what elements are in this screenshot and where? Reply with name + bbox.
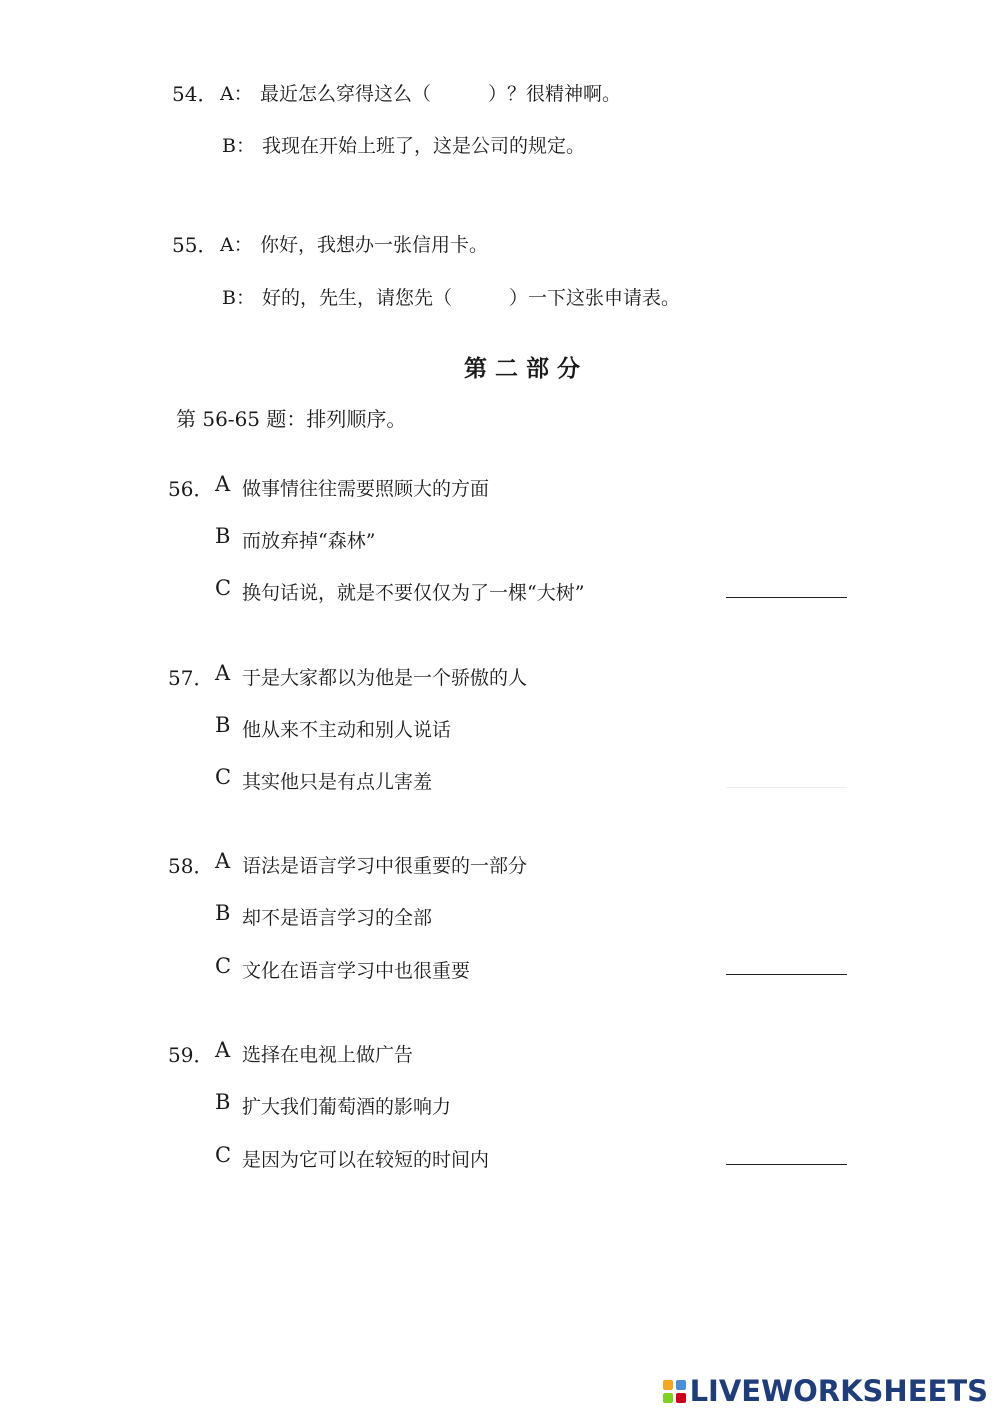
question-57-option-a-text: 于是大家都以为他是一个骄傲的人 bbox=[242, 667, 528, 689]
logo-square-1 bbox=[663, 1380, 673, 1390]
logo-square-3 bbox=[663, 1393, 673, 1403]
question-59-option-c-text: 是因为它可以在较短的时间内 bbox=[242, 1149, 490, 1171]
logo-square-4 bbox=[676, 1393, 686, 1403]
question-58-option-b-text: 却不是语言学习的全部 bbox=[242, 907, 433, 929]
question-55-b-text: 好的，先生，请您先（ ）一下这张申请表。 bbox=[262, 287, 681, 309]
question-55-b-label: B： bbox=[222, 287, 255, 309]
question-59-option-c-letter: C bbox=[215, 1143, 232, 1167]
question-58-option-c-text: 文化在语言学习中也很重要 bbox=[242, 960, 471, 982]
logo-square-2 bbox=[676, 1380, 686, 1390]
question-56-option-c-text: 换句话说，就是不要仅仅为了一棵“大树” bbox=[242, 582, 585, 604]
question-58-option-c-letter: C bbox=[215, 954, 232, 978]
section-instruction: 第 56-65 题：排列顺序。 bbox=[176, 407, 407, 431]
question-59-number: 59． bbox=[168, 1043, 214, 1067]
question-58-number: 58． bbox=[168, 854, 214, 878]
question-57-option-c-letter: C bbox=[215, 765, 232, 789]
question-59-option-b-text: 扩大我们葡萄酒的影响力 bbox=[242, 1096, 452, 1118]
question-57-option-b-text: 他从来不主动和别人说话 bbox=[242, 719, 452, 741]
question-57-number: 57． bbox=[168, 666, 214, 690]
question-57-option-b-letter: B bbox=[215, 713, 231, 737]
liveworksheets-logo bbox=[663, 1374, 988, 1408]
question-56-answer-blank[interactable] bbox=[726, 597, 847, 598]
question-55-a-text: 你好，我想办一张信用卡。 bbox=[260, 234, 489, 256]
question-58-option-b-letter: B bbox=[215, 901, 231, 925]
question-55-number: 55． bbox=[172, 233, 218, 257]
question-54-b-text: 我现在开始上班了，这是公司的规定。 bbox=[262, 135, 586, 157]
question-56-option-c-letter: C bbox=[215, 576, 232, 600]
question-58-answer-blank[interactable] bbox=[726, 974, 847, 975]
question-56-option-b-letter: B bbox=[215, 524, 231, 548]
question-59-answer-blank[interactable] bbox=[726, 1164, 847, 1165]
section-title: 第二部分 bbox=[464, 355, 588, 382]
question-54-a-text: 最近怎么穿得这么（ ）？很精神啊。 bbox=[260, 83, 622, 105]
question-57-option-a-letter: A bbox=[215, 661, 231, 685]
question-56-number: 56． bbox=[168, 477, 214, 501]
logo-text: LIVEWORKSHEETS bbox=[689, 1374, 988, 1408]
question-59-option-a-letter: A bbox=[215, 1038, 231, 1062]
question-54-b-label: B： bbox=[222, 135, 255, 157]
question-59-option-a-text: 选择在电视上做广告 bbox=[242, 1044, 414, 1066]
logo-squares-icon bbox=[663, 1380, 686, 1403]
question-58-option-a-letter: A bbox=[215, 849, 231, 873]
question-54-number: 54． bbox=[172, 82, 218, 106]
question-59-option-b-letter: B bbox=[215, 1090, 231, 1114]
question-54-a-label: A： bbox=[220, 83, 253, 105]
question-55-a-label: A： bbox=[220, 234, 253, 256]
question-56-option-b-text: 而放弃掉“森林” bbox=[242, 530, 376, 552]
question-57-option-c-text: 其实他只是有点儿害羞 bbox=[242, 771, 433, 793]
question-56-option-a-letter: A bbox=[215, 472, 231, 496]
question-58-option-a-text: 语法是语言学习中很重要的一部分 bbox=[242, 855, 528, 877]
question-57-answer-blank[interactable] bbox=[726, 787, 847, 788]
question-56-option-a-text: 做事情往往需要照顾大的方面 bbox=[242, 478, 490, 500]
